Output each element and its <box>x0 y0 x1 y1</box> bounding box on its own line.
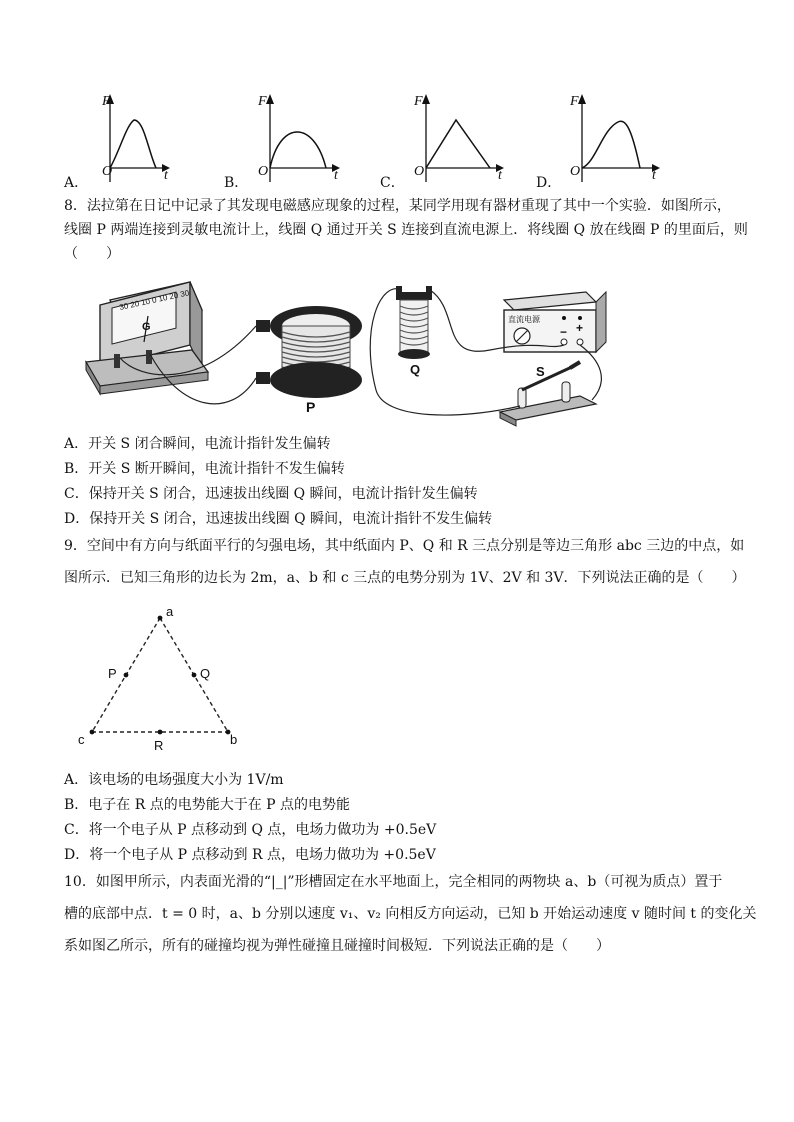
graph-b-x-label: t <box>334 168 338 183</box>
q9-option-a: A．该电场的电场强度大小为 1V/m <box>64 772 284 788</box>
option-c-label: C． <box>380 175 405 191</box>
q10-stem-line2: 槽的底部中点．t = 0 时，a、b 分别以速度 v₁、v₂ 向相反方向运动，已知 b 开始运动速度 v 随时间 t 的变化关 <box>64 906 757 922</box>
q10-stem-line3: 系如图乙所示，所有的碰撞均视为弹性碰撞且碰撞时间极短．下列说法正确的是（ ） <box>64 938 610 954</box>
graph-a-origin: O <box>102 164 113 179</box>
q9-option-c: C．将一个电子从 P 点移动到 Q 点，电场力做功为 +0.5eV <box>64 822 437 838</box>
vertex-a-label: a <box>166 604 174 619</box>
coil-p-label: P <box>306 399 316 415</box>
galvanometer-label: G <box>142 321 151 333</box>
q8-option-a: A．开关 S 闭合瞬间，电流计指针发生偏转 <box>64 436 331 452</box>
switch-label: S <box>536 364 545 379</box>
option-b-label: B． <box>224 175 249 191</box>
midpoint-r-label: R <box>154 738 164 753</box>
galvanometer-scale: 30 20 10 0 10 20 30 <box>118 288 191 312</box>
graph-a-y-label: F <box>102 94 111 109</box>
q9-option-b: B．电子在 R 点的电势能大于在 P 点的电势能 <box>64 797 351 813</box>
q8-option-c: C．保持开关 S 闭合，迅速拔出线圈 Q 瞬间，电流计指针发生偏转 <box>64 486 478 502</box>
vertex-b-label: b <box>230 732 238 747</box>
q8-stem-line1: 8．法拉第在日记中记录了其发现电磁感应现象的过程，某同学用现有器材重现了其中一个实验．如图所示， <box>64 198 731 214</box>
graph-b-origin: O <box>258 164 269 179</box>
coil-p <box>256 306 362 398</box>
q8-option-b: B．开关 S 断开瞬间，电流计指针不发生偏转 <box>64 461 345 477</box>
q9-stem-line2: 图所示．已知三角形的边长为 2m，a、b 和 c 三点的电势分别为 1V、2V 和 3V．下列说法正确的是（ ） <box>64 570 746 586</box>
q8-option-d: D．保持开关 S 闭合，迅速拔出线圈 Q 瞬间，电流计指针不发生偏转 <box>64 511 493 527</box>
switch <box>500 362 596 426</box>
graph-d-y-label: F <box>570 94 579 109</box>
q10-stem-line1: 10．如图甲所示，内表面光滑的“|_|”形槽固定在水平地面上，完全相同的两物块 a、b（可视为质点）置于 <box>64 874 723 890</box>
graph-c-y-label: F <box>414 94 423 109</box>
q8-stem-line2: 线圈 P 两端连接到灵敏电流计上，线圈 Q 通过开关 S 连接到直流电源上．将线圈 Q 放在线圈 P 的里面后，则 <box>64 222 748 238</box>
graph-b-y-label: F <box>258 94 267 109</box>
q8-stem-line3: （ ） <box>64 246 120 262</box>
graph-c-origin: O <box>414 164 425 179</box>
power-plus-label: + <box>576 321 584 335</box>
graph-d-x-label: t <box>652 168 656 183</box>
graph-c-x-label: t <box>498 168 502 183</box>
q9-option-d: D．将一个电子从 P 点移动到 R 点，电场力做功为 +0.5eV <box>64 847 436 863</box>
coil-q <box>396 286 432 359</box>
option-d-label: D． <box>536 175 562 191</box>
vertex-c-label: c <box>78 732 85 747</box>
power-minus-label: − <box>560 325 568 339</box>
power-supply-label: 直流电源 <box>508 315 540 324</box>
option-a-label: A． <box>64 175 89 191</box>
graph-a-x-label: t <box>164 168 168 183</box>
q9-stem-line1: 9．空间中有方向与纸面平行的匀强电场，其中纸面内 P、Q 和 R 三点分别是等边三角形 abc 三边的中点，如 <box>64 538 745 554</box>
graph-d-origin: O <box>570 164 581 179</box>
midpoint-p-label: P <box>108 666 117 681</box>
q8-figure <box>80 270 620 430</box>
coil-q-label: Q <box>410 362 421 377</box>
midpoint-q-label: Q <box>200 666 211 681</box>
q9-triangle-figure <box>70 604 250 754</box>
